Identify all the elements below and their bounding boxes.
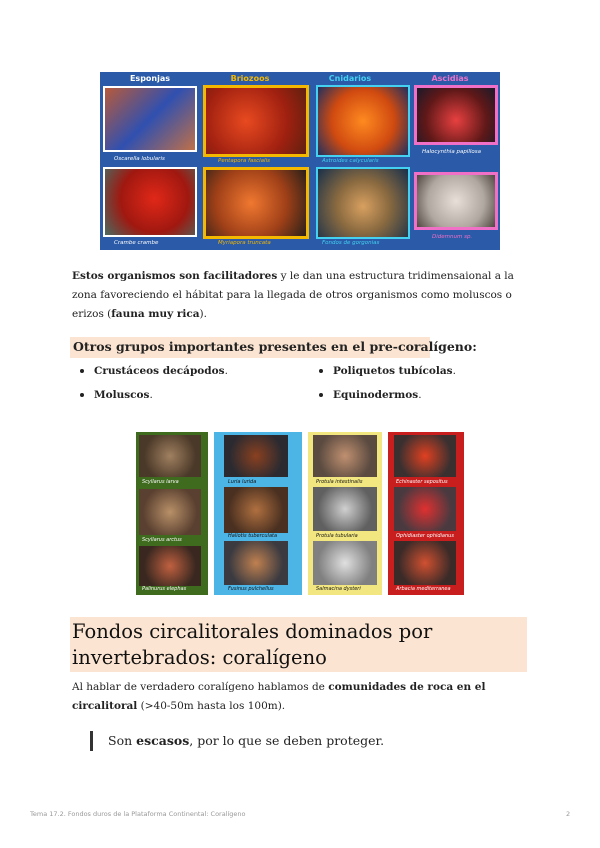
- caption-col2-3: Fusinus pulchellus: [228, 586, 274, 592]
- caption-astroides: Astroides calycularis: [322, 158, 379, 164]
- other-groups-subheading: [70, 337, 477, 358]
- quote-bar: [90, 731, 93, 751]
- caption-myriapora: Myriapora truncata: [218, 240, 271, 246]
- list-item-label: Equinodermos: [333, 389, 419, 401]
- quote-text-end: , por lo que se deben proteger.: [189, 733, 385, 748]
- list-item-label: Moluscos: [94, 389, 150, 401]
- caption-col4-1: Echinaster sepositus: [396, 479, 448, 485]
- caption-pentapora: Pentapora fascialis: [218, 158, 270, 164]
- quote-bold: escasos: [136, 733, 190, 748]
- caption-gorgonias: Fondos de gorgonias: [322, 240, 380, 246]
- list-item-moluscos: [80, 389, 153, 401]
- photo-pentapora: [203, 85, 309, 157]
- header-briozoos: Briozoos: [230, 74, 270, 83]
- column-moluscos: [214, 432, 302, 595]
- list-item-poliquetos: [319, 365, 456, 377]
- pre-coraligeno-figure: [136, 432, 464, 595]
- footer-title: Tema 17.2. Fondos duros de la Plataforma Continental: Coralígeno: [30, 810, 246, 818]
- photo-haliotis: [224, 487, 288, 533]
- photo-astroides: [316, 85, 410, 157]
- caption-col3-3: Salmacina dysteri: [316, 586, 361, 592]
- caption-col2-1: Luria lurida: [228, 479, 257, 485]
- photo-gorgonias: [316, 167, 410, 239]
- caption-col4-3: Arbacia mediterranea: [396, 586, 451, 592]
- photo-scyllarus-arctus: [139, 489, 201, 535]
- section-heading-text: Fondos circalitorales dominados por invertebrados: coralígeno: [72, 620, 433, 669]
- subheading-text: Otros grupos importantes presentes en el pre-coralígeno:: [73, 339, 477, 354]
- caption-col3-2: Protula tubularia: [316, 533, 358, 539]
- list-item-suffix: .: [224, 365, 228, 377]
- facilitators-bold: Estos organismos son facilitadores: [72, 270, 278, 282]
- list-item-crustaceos: [80, 365, 228, 377]
- caption-col2-2: Haliotis tuberculata: [228, 533, 278, 539]
- bullet: [80, 369, 84, 373]
- list-item-suffix: .: [452, 365, 456, 377]
- photo-salmacina: [313, 541, 377, 585]
- quote-text: Son: [108, 733, 137, 748]
- photo-halocynthia: [414, 85, 498, 145]
- facilitators-text: y le dan una estructura tridimensaional a la zona favoreciendo el hábitat para la llegada de otros organismos como moluscos o erizos (: [72, 270, 514, 320]
- caption-halocynthia: Halocynthia papillosa: [422, 149, 481, 155]
- photo-crambe: [103, 167, 197, 237]
- caption-col1-2: Scyllarus arctus: [142, 537, 182, 543]
- list-item-equinodermos: [319, 389, 422, 401]
- bullet: [319, 393, 323, 397]
- caption-crambe: Crambe crambe: [114, 240, 159, 246]
- list-item-suffix: .: [149, 389, 153, 401]
- list-item-label: Crustáceos decápodos: [94, 365, 225, 377]
- photo-arbacia: [394, 541, 456, 585]
- section-heading: [70, 617, 527, 672]
- header-ascidias: Ascidias: [431, 74, 469, 83]
- page-number: 2: [566, 810, 571, 818]
- caption-didemnum: Didemnum sp.: [432, 234, 473, 240]
- column-poliquetos: [308, 432, 382, 595]
- list-item-suffix: .: [418, 389, 422, 401]
- fauna-bold: fauna muy rica: [111, 308, 200, 320]
- header-cnidarios: Cnidarios: [328, 74, 372, 83]
- column-equinodermos: [388, 432, 464, 595]
- coraligeno-text-end: (>40-50m hasta los 100m).: [137, 700, 286, 712]
- caption-oscarella: Oscarella lobularis: [114, 156, 165, 162]
- coraligeno-paragraph: [72, 678, 522, 716]
- caption-col3-1: Protula intestinalis: [316, 479, 363, 485]
- invertebrates-figure: [100, 72, 500, 250]
- caption-col1-3: Palinurus elephas: [142, 586, 187, 592]
- column-crustaceos: [136, 432, 208, 595]
- photo-palinurus: [139, 546, 201, 586]
- facilitators-paragraph: [72, 267, 522, 324]
- bullet: [319, 369, 323, 373]
- photo-fusinus: [224, 541, 288, 585]
- photo-protula-tubularia: [313, 487, 377, 531]
- photo-oscarella: [103, 86, 197, 152]
- facilitators-text-end: ).: [199, 308, 207, 320]
- photo-scyllarus-larva: [139, 435, 201, 477]
- caption-col4-2: Ophidiaster ophidianus: [396, 533, 454, 539]
- coraligeno-text: Al hablar de verdadero coralígeno hablamos de: [72, 681, 329, 693]
- quote: [108, 733, 384, 748]
- photo-echinaster: [394, 435, 456, 477]
- photo-didemnum: [414, 172, 498, 230]
- photo-protula-intestinalis: [313, 435, 377, 477]
- bullet: [80, 393, 84, 397]
- coraligeno-bold: comunidades de roca en el circalitoral: [72, 681, 486, 712]
- list-item-label: Poliquetos tubícolas: [333, 365, 453, 377]
- caption-col1-1: Scyllarus larva: [142, 479, 179, 485]
- photo-ophidiaster: [394, 487, 456, 531]
- header-esponjas: Esponjas: [129, 74, 171, 83]
- photo-myriapora: [203, 167, 309, 239]
- photo-luria: [224, 435, 288, 477]
